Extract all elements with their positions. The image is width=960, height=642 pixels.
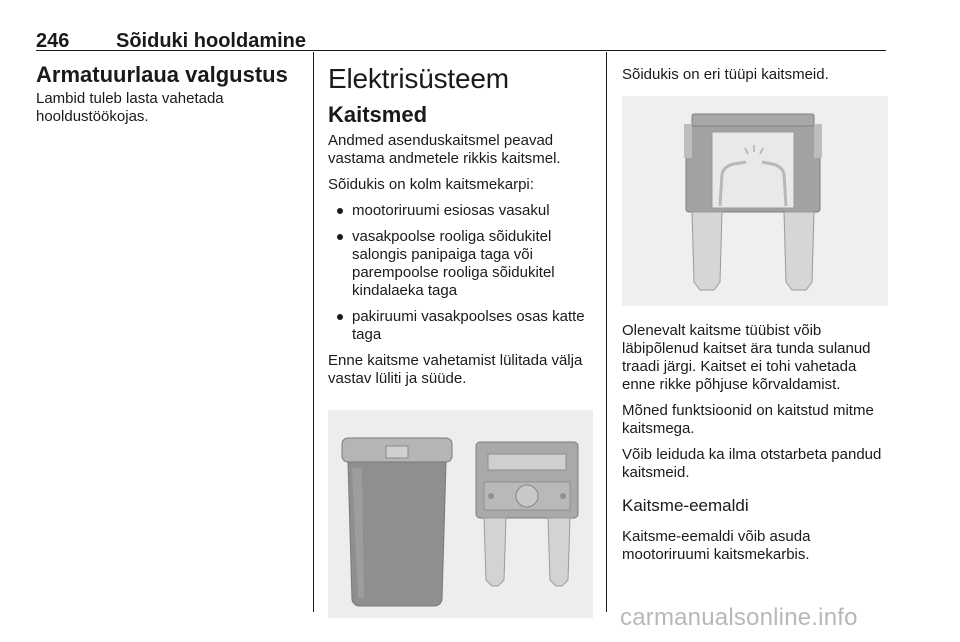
- paragraph: Lambid tuleb lasta vahetada hooldustöökojas.: [36, 90, 224, 125]
- paragraph: Andmed asenduskaitsmel peavad vastama andmetele rikkis kaitsmel.: [328, 132, 561, 167]
- section-heading-dashboard-lighting: Armatuurlaua valgustus: [36, 62, 288, 87]
- paragraph: Olenevalt kaitsme tüübist võib läbipõlenud kaitset ära tunda sulanud traadi järgi. Kaitset ei tohi vahetada enne rikke põhjuse kõrvaldamist.: [622, 322, 871, 393]
- paragraph: Sõidukis on kolm kaitsmekarpi:: [328, 176, 534, 193]
- maxi-fuse-icon: [342, 438, 452, 606]
- column-2: [328, 62, 593, 618]
- fuse-types-svg: [328, 410, 593, 618]
- column-3: [622, 66, 888, 572]
- blown-fuse-illustration: [622, 96, 888, 306]
- blown-fuse-svg: [622, 96, 888, 306]
- list-item: vasakpoolse rooliga sõidukitel salongis panipaiga taga või parempoolse rooliga sõidukitel kindalaeka taga: [328, 228, 593, 300]
- column-1: [36, 62, 301, 134]
- paragraph: Mõned funktsioonid on kaitstud mitme kaitsmega.: [622, 402, 874, 437]
- list-item: mootoriruumi esiosas vasakul: [328, 202, 593, 220]
- list-item: pakiruumi vasakpoolses osas katte taga: [328, 308, 593, 344]
- paragraph: Võib leiduda ka ilma otstarbeta pandud kaitsmeid.: [622, 446, 882, 481]
- paragraph: Kaitsme-eemaldi võib asuda mootoriruumi kaitsmekarbis.: [622, 528, 811, 563]
- page-header: [36, 30, 886, 52]
- subheading-fuse-extractor: Kaitsme-eemaldi: [622, 496, 749, 515]
- watermark-text: carmanualsonline.info: [620, 604, 858, 631]
- paragraph: Sõidukis on eri tüüpi kaitsmeid.: [622, 66, 829, 83]
- fuse-box-list: [328, 202, 593, 344]
- header-rule: [36, 50, 886, 51]
- paragraph: Enne kaitsme vahetamist lülitada välja vastav lüliti ja süüde.: [328, 352, 583, 387]
- fuse-types-illustration: [328, 410, 593, 618]
- chapter-heading: Elektrisüsteem: [328, 63, 509, 94]
- section-title: Sõiduki hooldamine: [116, 30, 307, 52]
- column-divider-2: [606, 52, 607, 612]
- page-number: 246: [36, 30, 70, 52]
- subheading-fuses: Kaitsmed: [328, 102, 428, 127]
- blown-fuse-icon: [684, 114, 822, 290]
- column-divider-1: [313, 52, 314, 612]
- mini-fuse-icon: [476, 442, 578, 586]
